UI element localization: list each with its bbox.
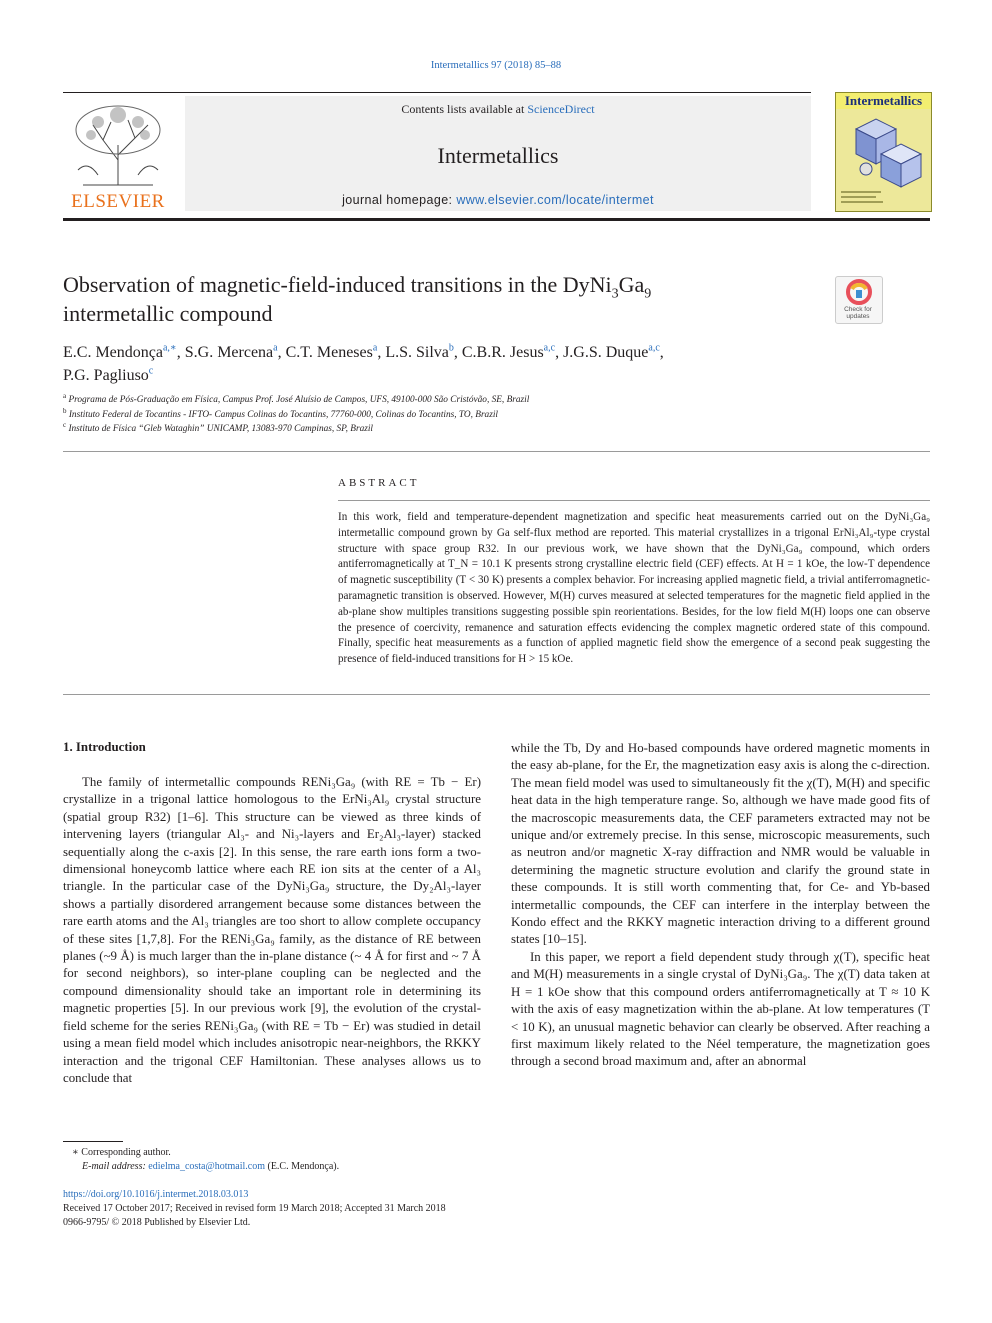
- affiliation-c: $^c$ Instituto de Física “Gleb Wataghin” UNICAMP, 13083-970 Campinas, SP, Brazil: [63, 420, 374, 434]
- body-paragraph: The family of intermetallic compounds RENi₃Ga₉ (with RE = Tb − Er) crystallize in a trigonal lattice homologous to the ErNi₃Al₉ crystal structure (spatial group R32) [1–6]. This structure can be viewed as three kinds of intervening layers (triangular Al₃- and Ni₃-layers and Er₂Al₃-layer) stacked sequentially along the c-axis [2]. In this sense, the rare earth ions form a two-dimensional honeycomb lattice where each RE ion sits at the center of a Al₃ triangle. In the particular case of the DyNi₃Ga₉ structure, the Dy₂Al₃-layer shows a partially disordered arrangement because some distances between the rare earth atoms and the Al₃ triangles are too short to allow complete occupancy of these sites [1,7,8]. For the RENi₃Ga₉ family, as the distance of RE between planes (~9 Å) is much larger than the in-plane distance (~ 4 Å for first and ~ 7 Å for second neighbors), so inter-plane coupling can be neglected and the compound dimensionality should take an important role in determining its magnetic properties [5]. In our previous work [9], the evolution of the crystal-field scheme for the series RENi₃Ga₉ (with RE = Tb − Er) was studied in detail using a mean field model which includes anisotropic near-neighbors, the RKKY interaction and the trigonal CEF Hamiltonian. These analyses allows us to conclude that: [63, 775, 481, 1085]
- author[interactable]: L.S. Silva$^b$: [385, 342, 454, 361]
- affiliation-a: $^a$ Programa de Pós-Graduação em Física, Campus Prof. José Aluísio de Campos, UFS, 49100-000 São Cristóvão, SE, Brazil: [63, 391, 530, 405]
- author[interactable]: E.C. Mendonça$^{a,∗}$: [63, 342, 177, 361]
- author-list: E.C. Mendonça$^{a,∗}$, S.G. Mercena$^a$, C.T. Meneses$^a$, L.S. Silva$^b$, C.B.R. Jesus$^{a,c}$, J.G.S. Duque$^{a,c}$, P.G. Pagliuso$^c$: [63, 342, 664, 384]
- homepage-link[interactable]: www.elsevier.com/locate/intermet: [456, 193, 654, 207]
- author[interactable]: J.G.S. Duque$^{a,c}$: [563, 342, 660, 361]
- contents-line: [185, 102, 811, 117]
- author[interactable]: C.B.R. Jesus$^{a,c}$: [461, 342, 556, 361]
- cover-title: Intermetallics: [836, 93, 931, 109]
- title-text-part2: Ga: [618, 272, 645, 297]
- doi-link[interactable]: https://doi.org/10.1016/j.intermet.2018.03.013: [63, 1189, 249, 1200]
- left-column: [63, 774, 481, 1087]
- journal-cover-thumbnail: [835, 92, 932, 212]
- abstract-rule-bottom: [63, 694, 930, 695]
- title-subscript-1: 3: [611, 286, 619, 302]
- author[interactable]: S.G. Mercena$^a$: [184, 342, 278, 361]
- received-dates: Received 17 October 2017; Received in revised form 19 March 2018; Accepted 31 March 2018: [63, 1203, 446, 1214]
- header-thick-rule: [63, 218, 930, 221]
- sciencedirect-link[interactable]: ScienceDirect: [527, 102, 595, 116]
- right-column: [511, 740, 930, 1071]
- publication-info: [63, 1188, 923, 1230]
- author[interactable]: C.T. Meneses$^a$: [285, 342, 378, 361]
- footnotes: [72, 1146, 772, 1174]
- section-title: 1. Introduction: [63, 740, 146, 754]
- divider: [63, 451, 930, 452]
- corresponding-author-note: ∗ Corresponding author.: [72, 1147, 171, 1158]
- email-link[interactable]: edielma_costa@hotmail.com: [148, 1161, 265, 1172]
- homepage-prefix: journal homepage:: [342, 193, 457, 207]
- author[interactable]: P.G. Pagliuso$^c$: [63, 365, 154, 384]
- footnote-rule: [63, 1141, 123, 1142]
- title-subscript-2: 9: [644, 286, 652, 302]
- affiliation-b: $^b$ Instituto Federal de Tocantins - IFTO- Campus Colinas do Tocantins, 77760-000, Colinas do Tocantins, TO, Brazil: [63, 406, 498, 420]
- copyright-line: 0966-9795/ © 2018 Published by Elsevier Ltd.: [63, 1217, 251, 1228]
- journal-homepage: [185, 193, 811, 207]
- abstract-rule-top: [338, 500, 930, 501]
- email-note: E-mail address: edielma_costa@hotmail.com (E.C. Mendonça).: [82, 1161, 340, 1172]
- title-text-part1: Observation of magnetic-field-induced transitions in the DyNi: [63, 272, 612, 297]
- body-paragraph: In this paper, we report a field dependent study through χ(T), specific heat and M(H) measurements in a single crystal of DyNi₃Ga₉. The χ(T) data taken at H = 1 kOe show that this compound orders antiferromagnetically at T ≈ 10 K with the axis of easy magnetization within the ab-plane. At low temperatures (T < 10 K), an unusual magnetic behavior can clearly be observed. After reaching a first maximum likely related to the Néel temperature, the magnetization goes through a second broad maximum and, after an abnormal: [511, 949, 930, 1069]
- affiliations: [63, 393, 923, 437]
- header-rule: [63, 92, 811, 93]
- body-paragraph: while the Tb, Dy and Ho-based compounds have ordered magnetic moments in the easy ab-plane, for the Er, the magnetization easy axis is along the c-direction. The mean field model was used to simultaneously fit the χ(T), M(H) and specific heat data in the high temperature range. So, although we have made good fits of the macroscopic measurements data, the CEF parameters extracted may not be unique and/or extremely precise. In this sense, microscopic measurements, such as neutron and/or magnetic X-ray diffraction and NMR would be valuable in determining the magnetic structure evolution and clarify the ground state in these compounds. It is still worth commenting that, for Ce- and Yb-based intermetallic compounds, the CEF can interfere in the interplay between the Kondo effect and the RKKY magnetic interaction driving to a different ground states [10–15].: [511, 741, 930, 947]
- check-for-updates-label: Check for updates: [844, 306, 872, 320]
- abstract-heading: ABSTRACT: [338, 477, 420, 489]
- journal-name: Intermetallics: [437, 143, 559, 168]
- elsevier-wordmark: ELSEVIER: [71, 191, 165, 212]
- title-text-line2: intermetallic compound: [63, 301, 273, 326]
- journal-citation[interactable]: Intermetallics 97 (2018) 85–88: [430, 60, 562, 71]
- abstract-text: In this work, field and temperature-dependent magnetization and specific heat measurements carried out on the DyNi₃Ga₉ intermetallic compound grown by Ga self-flux method are reported. This material crystallizes in a trigonal ErNi₃Al₉-type crystal structure with space group R32. In our previous work, we have shown that the DyNi₃Ga₉ compound, which orders antiferromagnetically at T_N = 10.1 K presents strong crystalline electric field (CEF) effects. At H = 1 kOe, the low-T dependence of magnetic susceptibility (T < 30 K) presents a complex behavior. For increasing applied magnetic field, a trivial antiferromagnetic-paramagnetic transition is observed. However, M(H) curves measured at selected temperatures for the magnetic field applied in the ab-plane show multiples transitions suggesting possible spin reorientations. Besides, for the low field M(H) loops one can observe the presence of coercivity, remanence and saturation effects evidencing the complex magnetic ordered state of this compound. Finally, specific heat measurements as a function of applied magnetic field show the emergence of a second peak suggesting the presence of field-induced transitions for H > 15 kOe.: [338, 511, 930, 666]
- article-title: [63, 270, 793, 328]
- contents-prefix: Contents lists available at: [401, 102, 528, 116]
